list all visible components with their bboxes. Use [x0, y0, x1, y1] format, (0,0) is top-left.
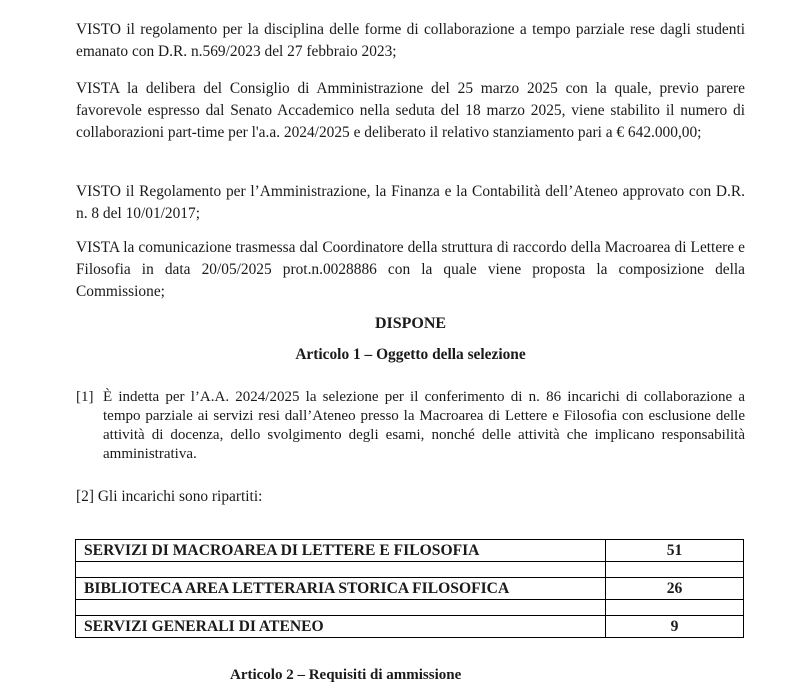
paragraph-vista-comunicazione: VISTA la comunicazione trasmessa dal Coordinatore della struttura di raccordo della Macroarea di Lettere e Filosofia in data 20/05/2025 prot.n.0028886 con la quale viene proposta la composizione della Commissione; — [76, 239, 745, 300]
table-row — [76, 540, 744, 562]
table-spacer-row — [76, 600, 744, 616]
table-spacer-row — [76, 562, 744, 578]
paragraph-visto-regolamento: VISTO il regolamento per la disciplina delle forme di collaborazione a tempo parziale rese dagli studenti emanato con D.R. n.569/2023 del 27 febbraio 2023; — [76, 21, 745, 60]
paragraph-vista-delibera: VISTA la delibera del Consiglio di Amministrazione del 25 marzo 2025 con la quale, previo parere favorevole espresso dal Senato Accademico nella seduta del 18 marzo 2025, viene stabilito il numero di collaborazioni part-time per l'a.a. 2024/2025 e deliberato il relativo stanziamento pari a € 642.000,00; — [76, 80, 745, 141]
item-number: [2] — [76, 488, 94, 505]
allocation-table — [75, 539, 744, 638]
item-text: Gli incarichi sono ripartiti: — [97, 488, 263, 505]
dispone-heading: DISPONE — [374, 315, 447, 332]
table-cell-label: SERVIZI GENERALI DI ATENEO — [76, 616, 606, 638]
list-item — [76, 388, 745, 468]
item-text: È indetta per l’A.A. 2024/2025 la selezione per il conferimento di n. 86 incarichi di collaborazione a tempo parziale ai servizi resi dall’Ateneo presso la Macroarea di Lettere e Filosofia con esclusione delle attività di docenza, dello svolgimento degli esami, nonché delle attività che implicano responsabilità amministrativa. — [103, 389, 745, 462]
table-row — [76, 578, 744, 600]
table-cell-value: 9 — [606, 616, 744, 638]
paragraph-visto-regolamento-amministrazione: VISTO il Regolamento per l’Amministrazione, la Finanza e la Contabilità dell’Ateneo approvato con D.R. n. 8 del 10/01/2017; — [76, 183, 745, 222]
table-row — [76, 616, 744, 638]
article-title: Articolo 1 – Oggetto della selezione — [295, 346, 526, 363]
table-cell-label: SERVIZI DI MACROAREA DI LETTERE E FILOSOFIA — [76, 540, 606, 562]
table-cell-label: BIBLIOTECA AREA LETTERARIA STORICA FILOSOFICA — [76, 578, 606, 600]
list-item — [76, 487, 745, 506]
item-number: [1] — [76, 389, 94, 405]
next-article-heading-partial: Articolo 2 – Requisiti di ammissione — [230, 667, 462, 683]
table-cell-value: 51 — [606, 540, 744, 562]
table-cell-value: 26 — [606, 578, 744, 600]
